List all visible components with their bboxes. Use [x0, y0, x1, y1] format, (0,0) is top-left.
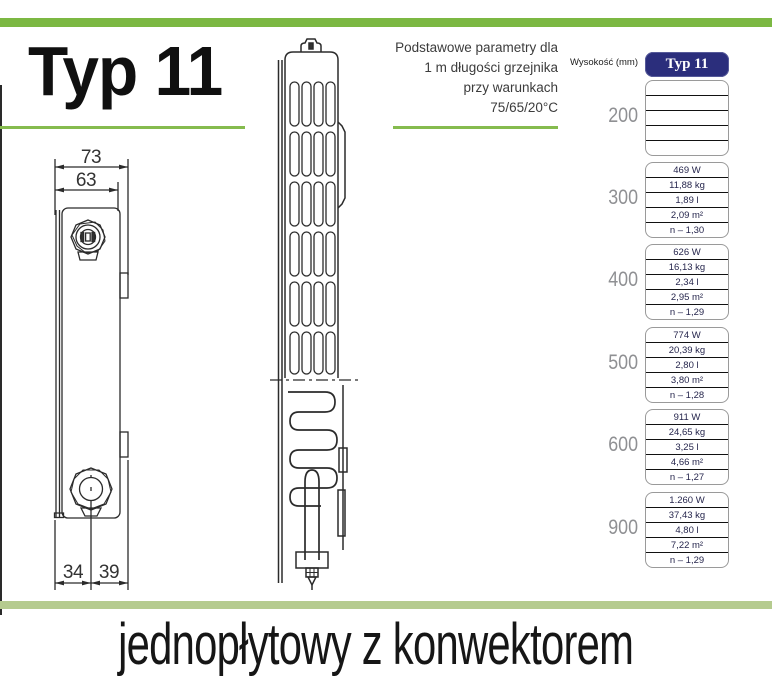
height-label-600: 600: [608, 433, 638, 456]
height-label-300: 300: [608, 186, 638, 209]
param-cell: 1,89 l: [646, 193, 728, 208]
param-cell: 2,09 m²: [646, 208, 728, 223]
param-block-900: [645, 492, 729, 568]
param-cell: 4,80 l: [646, 523, 728, 538]
param-block-500: [645, 327, 729, 403]
parameters-note-line: Podstawowe parametry dla: [395, 40, 558, 55]
height-label-200: 200: [608, 104, 638, 127]
radiator-type-caption-text: jednopłytowy z konwektorem: [118, 612, 634, 677]
dim-63-label: 63: [75, 170, 97, 191]
radiator-type-caption: [0, 612, 772, 679]
param-cell: 2,80 l: [646, 358, 728, 373]
scan-edge-line: [0, 85, 2, 615]
param-cell: 626 W: [646, 245, 728, 260]
param-cell: n – 1,28: [669, 389, 705, 401]
param-cell: 4,66 m²: [646, 455, 728, 470]
title-underline: [0, 126, 245, 129]
param-cell: [646, 96, 728, 111]
param-cell: [646, 81, 728, 96]
top-green-bar: [0, 18, 772, 27]
param-cell: 469 W: [646, 163, 728, 178]
param-cell: n – 1,30: [669, 224, 705, 236]
note-underline: [393, 126, 558, 129]
param-cell: 3,25 l: [646, 440, 728, 455]
radiator-side-view-drawing: [265, 30, 365, 598]
param-cell: 774 W: [646, 328, 728, 343]
dim-73-label: 73: [80, 147, 102, 168]
bottom-green-bar: [0, 601, 772, 609]
param-cell: [646, 141, 728, 155]
param-cell: [646, 111, 728, 126]
dim-34-label: 34: [62, 562, 84, 583]
param-cell: 7,22 m²: [646, 538, 728, 553]
parameters-note-line: przy warunkach: [463, 80, 558, 95]
param-cell: 1.260 W: [646, 493, 728, 508]
param-cell: 24,65 kg: [646, 425, 728, 440]
page-title: Typ 11: [28, 32, 223, 110]
height-label-500: 500: [608, 351, 638, 374]
height-column-header: Wysokość (mm): [570, 57, 638, 68]
param-cell: 37,43 kg: [646, 508, 728, 523]
height-label-400: 400: [608, 268, 638, 291]
type-column-header: Typ 11: [645, 52, 729, 77]
param-cell: 2,95 m²: [646, 290, 728, 305]
parameters-note-line: 75/65/20°C: [490, 100, 558, 115]
param-cell: n – 1,27: [669, 471, 705, 483]
param-block-200: [645, 80, 729, 156]
param-cell: n – 1,29: [669, 554, 705, 566]
param-cell: n – 1,29: [669, 306, 705, 318]
height-label-900: 900: [608, 516, 638, 539]
param-block-600: [645, 409, 729, 485]
radiator-section-drawing: [40, 145, 150, 600]
parameters-note-line: 1 m długości grzejnika: [424, 60, 558, 75]
param-cell: 3,80 m²: [646, 373, 728, 388]
param-cell: 20,39 kg: [646, 343, 728, 358]
param-cell: 911 W: [646, 410, 728, 425]
param-block-400: [645, 244, 729, 320]
param-cell: [646, 126, 728, 141]
param-cell: 16,13 kg: [646, 260, 728, 275]
param-block-300: [645, 162, 729, 238]
param-cell: 2,34 l: [646, 275, 728, 290]
dim-39-label: 39: [98, 562, 120, 583]
param-cell: 11,88 kg: [646, 178, 728, 193]
